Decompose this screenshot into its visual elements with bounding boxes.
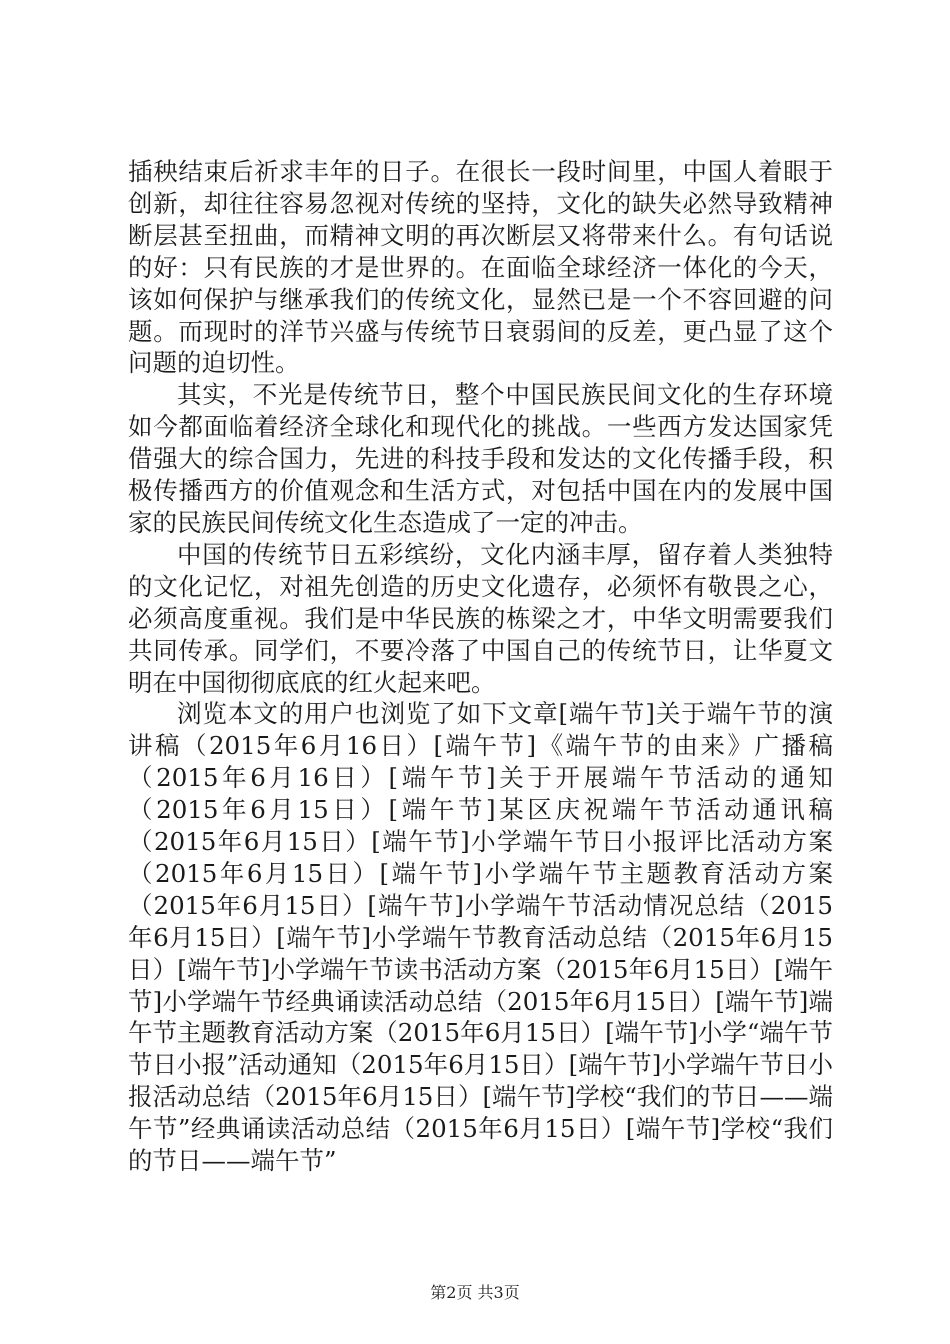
paragraph-continuation: 插秧结束后祈求丰年的日子。在很长一段时间里，中国人着眼于创新，却往往容易忽视对传统的坚持，文化的缺失必然导致精神断层甚至扭曲，而精神文明的再次断层又将带来什么。有句话说的好：只有民族的才是世界的。在面临全球经济一体化的今天，该如何保护与继承我们的传统文化，显然已是一个不容回避的问题。而现时的洋节兴盛与传统节日衰弱间的反差，更凸显了这个问题的迫切性。: [128, 157, 833, 378]
page-number-footer: 第2页 共3页: [430, 1283, 520, 1302]
paragraph-globalization-challenge: 其实，不光是传统节日，整个中国民族民间文化的生存环境如今都面临着经济全球化和现代化的挑战。一些西方发达国家凭借强大的综合国力，先进的科技手段和发达的文化传播手段，积极传播西方的价值观念和生活方式，对包括中国在内的发展中国家的民族民间传统文化生态造成了一定的冲击。: [128, 380, 833, 537]
paragraph-related-articles: 浏览本文的用户也浏览了如下文章[端午节]关于端午节的演讲稿（2015年6月16日）[端午节]《端午节的由来》广播稿（2015年6月16日）[端午节]关于开展端午节活动的通知（2015年6月15日）[端午节]某区庆祝端午节活动通讯稿（2015年6月15日）[端午节]小学端午节日小报评比活动方案（2015年6月15日）[端午节]小学端午节主题教育活动方案（2015年6月15日）[端午节]小学端午节活动情况总结（2015年6月15日）[端午节]小学端午节教育活动总结（2015年6月15日）[端午节]小学端午节读书活动方案（2015年6月15日）[端午节]小学端午节经典诵读活动总结（2015年6月15日）[端午节]端午节主题教育活动方案（2015年6月15日）[端午节]小学“端午节节日小报”活动通知（2015年6月15日）[端午节]小学端午节日小报活动总结（2015年6月15日）[端午节]学校“我们的节日——端午节”经典诵读活动总结（2015年6月15日）[端午节]学校“我们的节日——端午节”: [128, 699, 833, 1176]
document-body: [128, 156, 833, 1177]
paragraph-call-to-action: 中国的传统节日五彩缤纷，文化内涵丰厚，留存着人类独特的文化记忆，对祖先创造的历史文化遗存，必须怀有敬畏之心，必须高度重视。我们是中华民族的栋梁之才，中华文明需要我们共同传承。同学们，不要冷落了中国自己的传统节日，让华夏文明在中国彻彻底底的红火起来吧。: [128, 539, 833, 697]
